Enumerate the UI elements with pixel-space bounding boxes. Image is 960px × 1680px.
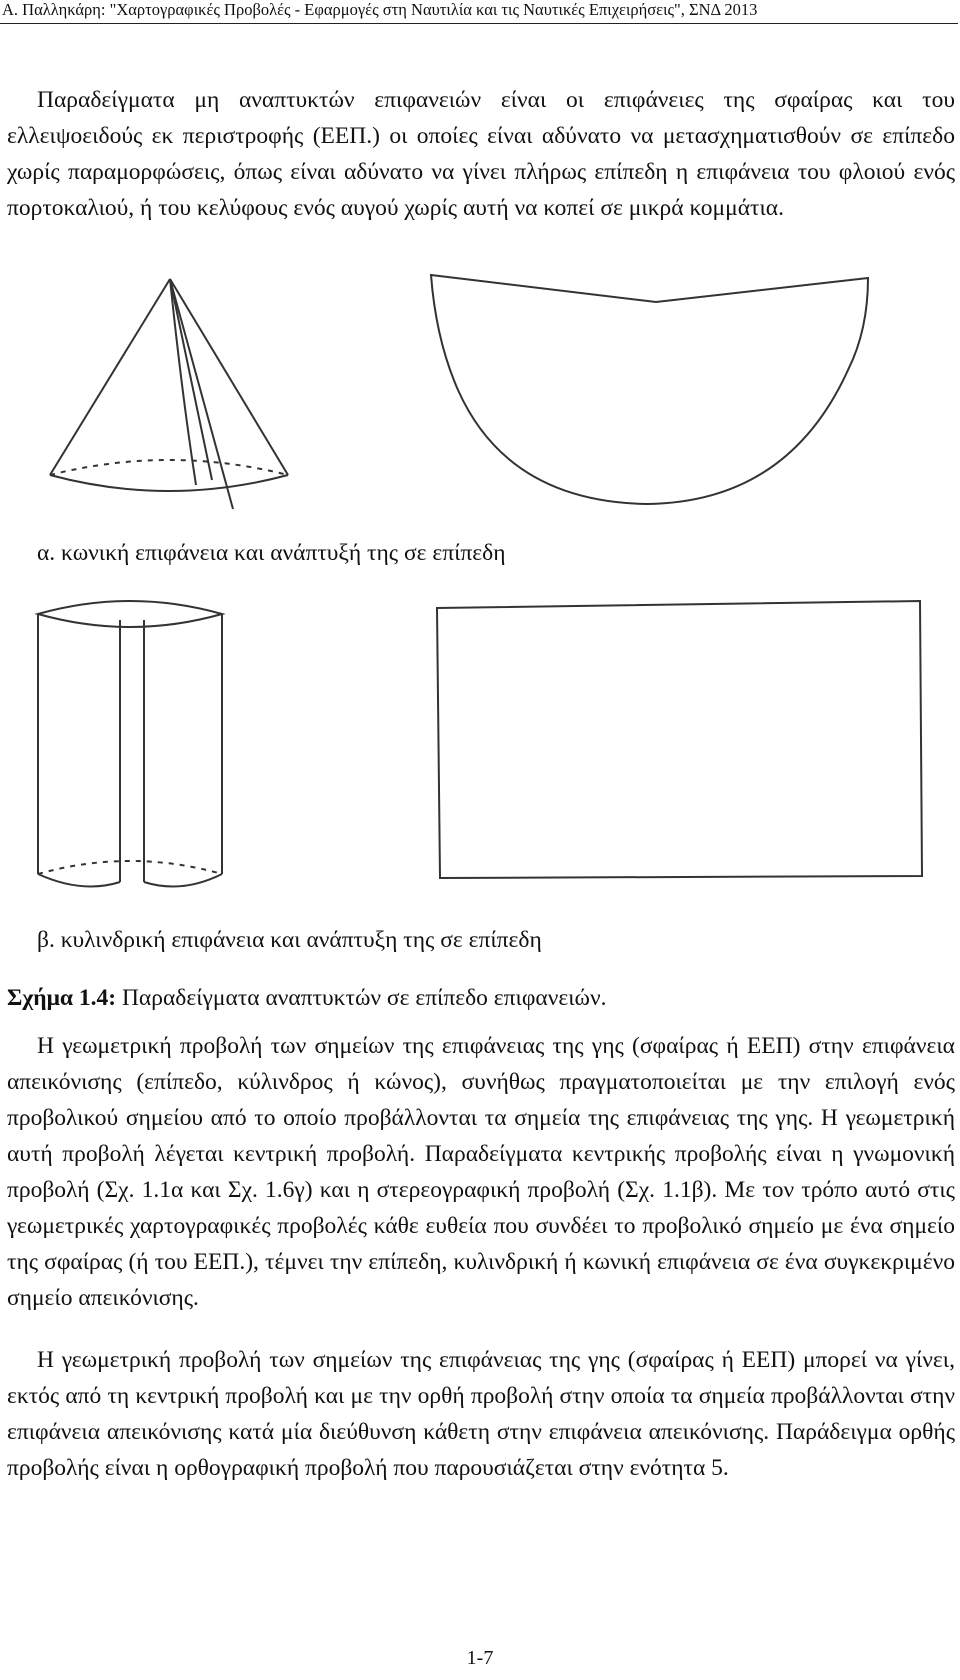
figure-caption (7, 983, 607, 1013)
cone-development-sector (428, 270, 878, 510)
body-paragraph-1-block (7, 1028, 955, 1316)
figure-caption-text: Παραδείγματα αναπτυκτών σε επίπεδο επιφανειών. (116, 985, 607, 1011)
cone-drawing (30, 275, 300, 515)
figure-caption-label: Σχήμα 1.4: (7, 985, 117, 1011)
body-paragraph-1: Η γεωμετρική προβολή των σημείων της επιφάνειας της γης (σφαίρας ή ΕΕΠ) στην επιφάνεια απεικόνισης (επίπεδο, κύλινδρος ή κώνος), συνήθως πραγματοποιείται με την επιλογή ενός προβολικού σημείου από το οποίο προβάλλονται τα σημεία της επιφάνειας της γης. Η γεωμετρική αυτή προβολή λέγεται κεντρική προβολή. Παραδείγματα κεντρικής προβολής είναι η γνωμονική προβολή (Σχ. 1.1α και Σχ. 1.6γ) και η στερεογραφική προβολή (Σχ. 1.1β). Με τον τρόπο αυτό στις γεωμετρικές χαρτογραφικές προβολές κάθε ευθεία που συνδέει το προβολικό σημείο με ένα σημείο της σφαίρας (ή του ΕΕΠ.), τέμνει την επίπεδη, κυλινδρική ή κωνική επιφάνεια σε ένα συγκεκριμένο σημείο απεικόνισης. (7, 1033, 955, 1311)
body-paragraph-2-block (7, 1342, 955, 1486)
cylinder-development-rectangle (434, 598, 924, 883)
body-paragraph-2: Η γεωμετρική προβολή των σημείων της επιφάνειας της γης (σφαίρας ή ΕΕΠ) μπορεί να γίνει, εκτός από τη κεντρική προβολή και με την ορθή προβολή στην οποία τα σημεία προβάλλονται στην επιφάνεια απεικόνισης κατά μία διεύθυνση κάθετη στην επιφάνεια απεικόνισης. Παράδειγμα ορθής προβολής είναι η ορθογραφική προβολή που παρουσιάζεται στην ενότητα 5. (7, 1347, 955, 1481)
intro-paragraph-block (7, 82, 955, 226)
running-header: Α. Παλληκάρη: "Χαρτογραφικές Προβολές - Εφαρμογές στη Ναυτιλία και τις Ναυτικές Επιχειρήσεις", ΣΝΔ 2013 (2, 0, 758, 19)
cylinder-drawing (32, 596, 232, 896)
header-rule (0, 23, 958, 24)
caption-a: α. κωνική επιφάνεια και ανάπτυξή της σε επίπεδη (37, 540, 506, 566)
page-number: 1-7 (466, 1647, 494, 1669)
caption-b: β. κυλινδρική επιφάνεια και ανάπτυξη της σε επίπεδη (37, 927, 542, 953)
intro-paragraph: Παραδείγματα μη αναπτυκτών επιφανειών είναι οι επιφάνειες της σφαίρας και του ελλειψοειδούς εκ περιστροφής (ΕΕΠ.) οι οποίες είναι αδύνατο να μετασχηματισθούν σε επίπεδο χωρίς παραμορφώσεις, όπως είναι αδύνατο να γίνει πλήρως επίπεδη η επιφάνεια του φλοιού ενός πορτοκαλιού, ή του κελύφους ενός αυγού χωρίς αυτή να κοπεί σε μικρά κομμάτια. (7, 87, 955, 221)
